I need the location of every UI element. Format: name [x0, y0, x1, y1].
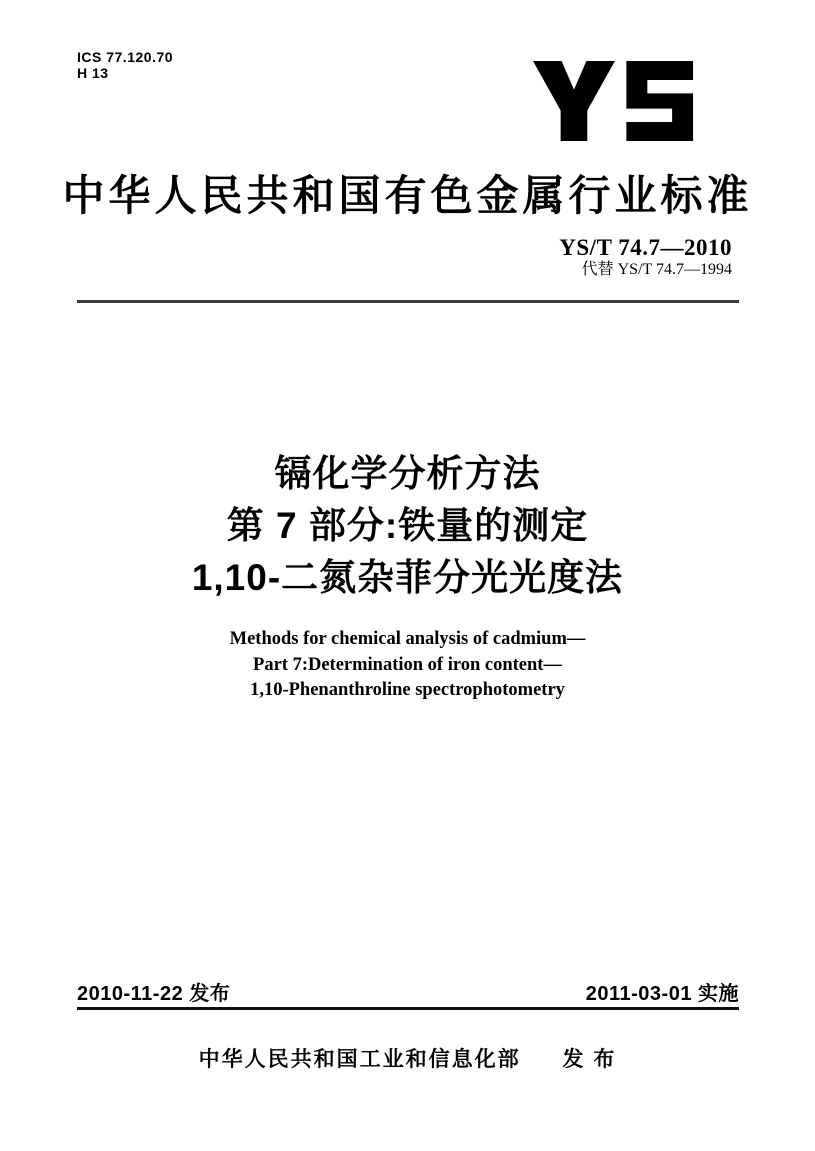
standard-number-block [559, 236, 732, 279]
issuing-authority: 中华人民共和国工业和信息化部 [198, 1048, 521, 1071]
implement-date: 2011-03-01 实施 [585, 983, 739, 1005]
page-title: 中华人民共和国有色金属行业标准 [62, 172, 753, 219]
ics-block [77, 49, 173, 81]
en-title-line2: Part 7:Determination of iron content— [253, 654, 562, 675]
en-title-line3: 1,10-Phenanthroline spectrophotometry [250, 680, 565, 700]
zh-title-line1: 镉化学分析方法 [274, 453, 541, 494]
standard-number: YS/T 74.7—2010 [559, 235, 732, 260]
issue-date: 2010-11-22 发布 [77, 983, 231, 1005]
date-row [77, 977, 739, 1006]
publish-label: 发 布 [562, 1048, 617, 1071]
document-title-zh [0, 448, 815, 604]
ics-code: ICS 77.120.70 [77, 49, 174, 65]
replaces-note: 代替 YS/T 74.7—1994 [581, 261, 732, 278]
en-title-line1: Methods for chemical analysis of cadmium— [229, 629, 586, 649]
ys-logo [533, 60, 695, 142]
bottom-divider [77, 1007, 739, 1010]
doc-class-code: H 13 [77, 65, 109, 81]
document-title-en [0, 627, 815, 704]
zh-title-line2: 第 7 部分:铁量的测定 [226, 505, 589, 546]
top-divider [77, 300, 739, 303]
zh-title-line3: 1,10-二氮杂菲分光光度法 [191, 557, 624, 598]
footer-row [0, 1043, 815, 1073]
